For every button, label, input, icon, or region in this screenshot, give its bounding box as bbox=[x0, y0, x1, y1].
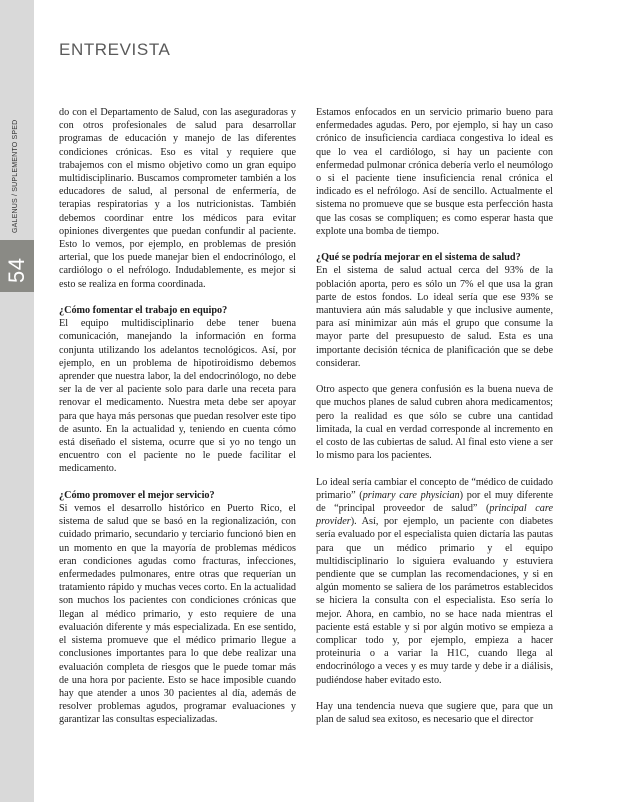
left-paragraph-3: Si vemos el desarrollo histórico en Puerto Rico, el sistema de salud que se basó en la regionalización, con cuidado primario, secundario y terciario funcionó bien en un momento en que la mayoría de problemas médicos eran condiciones agudas como fracturas, infecciones, enfermedades pulmonares, entre otras que requerían un tratamiento rápido y muchas veces corto. En la actualidad son muchos los pacientes con condiciones crónicas que llegan al médico primario, y esto requiere de una evaluación diferente y más especializada. En ese sentido, el sistema promueve que el médico primario llegue a conclusiones importantes para lo que debe realizar una evaluación completa de riesgos que le puede tomar más de una hora por paciente. Esto se hace imposible cuando hay que atender a unos 30 pacientes al día, además de resolver problemas agudos, programar evaluaciones y garantizar las consultas especializadas. bbox=[59, 503, 296, 726]
p4-term-principal-care: principal care provider bbox=[316, 503, 553, 528]
running-head: GALENUS / SUPLEMENTO SPED bbox=[12, 119, 19, 233]
right-paragraph-3: Otro aspecto que genera confusión es la buena nueva de que muchos planes de salud cubren ahora medicamentos; pero la realidad es que sólo se cubre una cantidad limitada, la cual en verdad corresponde al incremento en el costo de las cubiertas de salud. Al final esto viene a ser lo mismo para los pacientes. bbox=[316, 384, 553, 462]
right-paragraph-4 bbox=[316, 476, 553, 687]
section-title: ENTREVISTA bbox=[59, 40, 171, 59]
left-paragraph-2: El equipo multidisciplinario debe tener buena comunicación, manejando la información en forma conjunta utilizando los adelantos tecnológicos. Así, por ejemplo, en un problema de hipotiroidismo debemos aprender que nuestra labor, la del endocrinólogo, no debe ser la de ver al paciente solo para darle una receta para renovar el medicamento. Nuestra meta debe ser apoyar para que haya más personas que puedan resolver este tipo de asunto. En la actualidad y, teniendo en cuenta cómo está diseñado el sistema, ocurre que si yo no tengo un encuentro con el paciente no le puede facilitar el medicamento. bbox=[59, 318, 296, 475]
p4-text-c: ). Así, por ejemplo, un paciente con diabetes sería evaluado por el especialista quien dictaría las pautas para que un médico primario y el equipo multidisciplinario lo siguiera evaluando y estuviera pendiente que se cumplan las recomendaciones, y si en algún momento se saliera de los parámetros establecidos se hiciera la consulta con el especialista. Eso sería lo mejor. Ahora, en cambio, no se hace nada mientras el paciente está estable y si por algún motivo se empieza a complicar todo y, por ejemplo, empieza a hacer proteinuria o a variar la H1C, cuando llega al endocrinólogo a veces y es muy tarde y debe ir a diálisis, pudiéndose haber evitado esto. bbox=[316, 516, 553, 686]
p4-text-b: ) por el muy diferente de “principal proveedor de salud” ( bbox=[316, 489, 554, 515]
right-paragraph-1: Estamos enfocados en un servicio primario bueno para enfermedades agudas. Pero, por ejemplo, si hay un caso crónico de insuficiencia cardiaca congestiva lo ideal es que lo vea el cardiólogo, si hay un paciente con enfermedad pulmonar crónica debería verlo el neumólogo o si el paciente tiene insuficiencia renal crónica el indicado es el nefrólogo. Así de sencillo. Actualmente el sistema no promueve que se busque esta perfección hasta que las cosas se compliquen; es como esperar hasta que explote una bomba de tiempo. bbox=[316, 107, 553, 237]
question-improve-system: ¿Qué se podría mejorar en el sistema de salud? bbox=[316, 252, 521, 264]
right-paragraph-2: En el sistema de salud actual cerca del 93% de la población aporta, pero es sólo un 7% el que usa la gran parte de estos fondos. Lo ideal sería que ese 93% se mantuviera aún más saludable y que inclusive aumente, para así minimizar aún más el grupo que consume la mayor parte del presupuesto de salud. Esta es una importante decisión técnica de planificación que se debe considerar. bbox=[316, 265, 553, 369]
left-column bbox=[59, 106, 296, 727]
p4-text-a: Lo ideal sería cambiar el concepto de “médico de cuidado primario” ( bbox=[316, 476, 553, 501]
right-paragraph-5: Hay una tendencia nueva que sugiere que, para que un plan de salud sea exitoso, es necesario que el director bbox=[316, 701, 553, 726]
left-paragraph-1: do con el Departamento de Salud, con las aseguradoras y con otros profesionales de salud para desarrollar programas de educación y manejo de las diferentes condiciones crónicas. Eso es vital y requiere que trabajemos con el mismo objetivo como un gran equipo multidisciplinario. Buscamos comprometer también a los educadores de salud, al personal de enfermería, de terapias respiratorias y a los nutricionistas. También debemos coordinar entre los médicos para evitar opiniones divergentes que puedan confundir al paciente. Esto lo vemos, por ejemplo, en problemas de presión arterial, que los puede manejar bien el endocrinólogo, el cardiólogo o el nefrólogo. Indudablemente, es mejor si esto se realiza en forma coordinada. bbox=[59, 107, 296, 290]
question-teamwork: ¿Cómo fomentar el trabajo en equipo? bbox=[59, 305, 228, 317]
p4-term-primary-care: primary care physician bbox=[362, 489, 460, 501]
page-number: 54 bbox=[4, 257, 29, 283]
right-column bbox=[316, 106, 553, 726]
question-best-service: ¿Cómo promover el mejor servicio? bbox=[59, 489, 215, 501]
